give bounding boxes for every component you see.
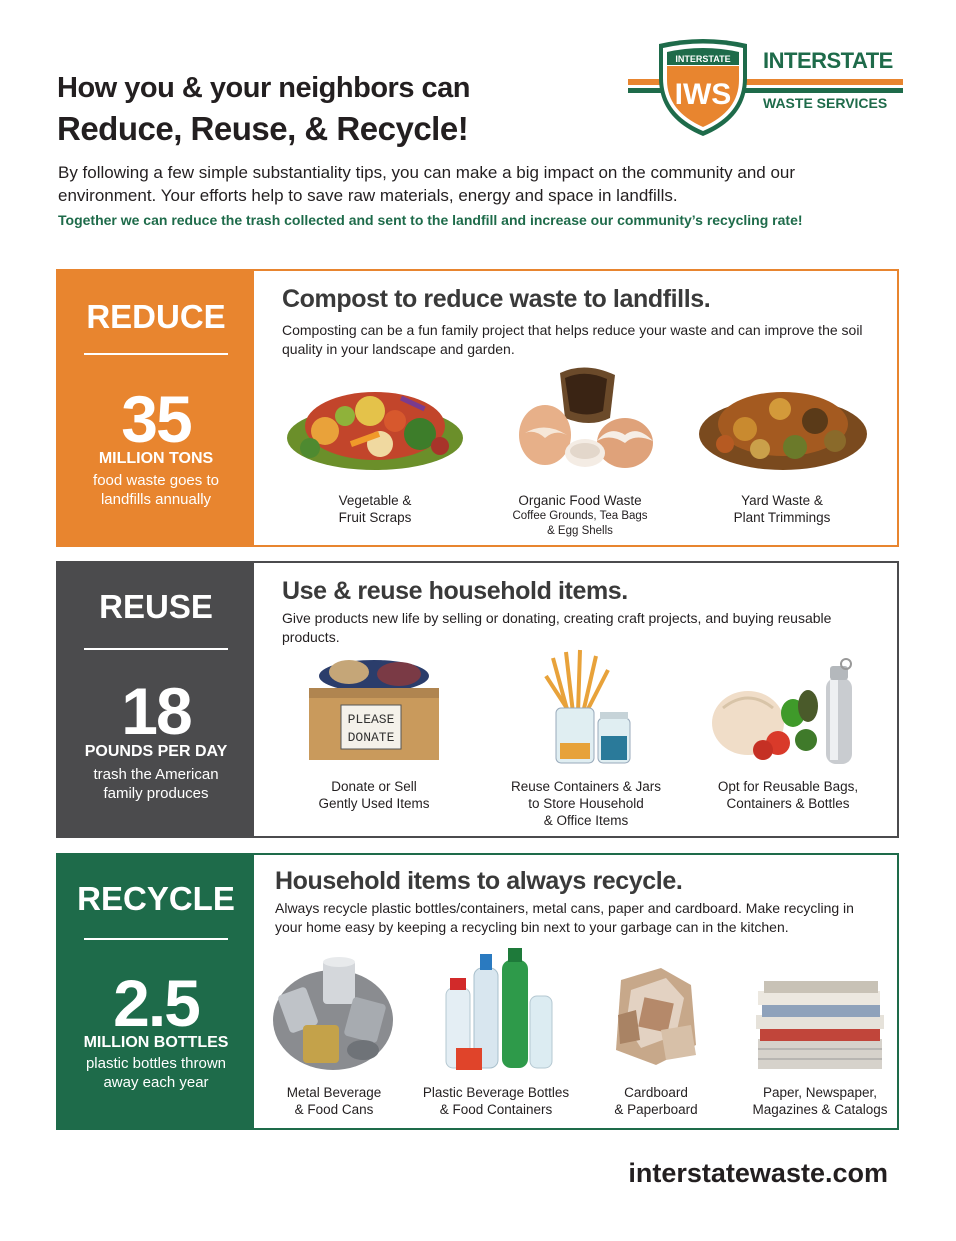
caption-detail: & Egg Shells [547, 525, 613, 537]
cardboard-image [606, 960, 706, 1075]
recycle-label: RECYCLE [77, 880, 235, 917]
recycle-heading: Household items to always recycle. [275, 867, 683, 895]
reuse-body: Give products new life by selling or donating, creating craft projects, and buying reusable products. [282, 610, 832, 645]
caption-line: Magazines & Catalogs [752, 1102, 888, 1117]
caption-line: Cardboard [624, 1085, 688, 1100]
reuse-panel [56, 561, 899, 838]
box-text-1: PLEASE [347, 712, 395, 727]
caption-line: Donate or Sell [331, 779, 417, 794]
shield-icon [653, 38, 753, 138]
divider [84, 353, 228, 355]
divider [84, 648, 228, 650]
reuse-stat-unit: POUNDS PER DAY [84, 743, 228, 760]
recycle-stat-desc-2: away each year [103, 1074, 209, 1091]
reduce-caption-1 [290, 492, 460, 526]
reduce-stat-unit: MILLION TONS [98, 450, 214, 467]
reduce-stat-desc-1: food waste goes to [93, 472, 219, 489]
recycle-caption-4 [740, 1084, 900, 1118]
recycle-panel [56, 853, 899, 1130]
reuse-stat-desc-2: family produces [103, 785, 209, 802]
recycle-stat: 2.5 [113, 966, 199, 1040]
reduce-caption-3 [702, 492, 862, 526]
reduce-stat: 35 [121, 382, 191, 456]
caption-line: Reuse Containers & Jars [510, 779, 662, 794]
recycle-stat-unit: MILLION BOTTLES [83, 1034, 229, 1051]
shield-mark-text: IWS [674, 78, 732, 111]
page-title-line1: How you & your neighbors can [57, 72, 470, 104]
recycle-caption-3 [596, 1084, 716, 1118]
caption-line: Containers & Bottles [726, 796, 850, 811]
shield-top-text: INTERSTATE [675, 54, 731, 64]
reuse-caption-2 [496, 778, 676, 829]
reuse-heading: Use & reuse household items. [282, 577, 628, 605]
metal-cans-image [268, 950, 398, 1075]
tagline: Together we can reduce the trash collected and sent to the landfill and increase our community’s recycling rate! [58, 212, 803, 228]
recycle-caption-2 [416, 1084, 576, 1118]
recycle-caption-1 [264, 1084, 404, 1118]
reduce-heading: Compost to reduce waste to landfills. [282, 285, 711, 313]
caption-line: & Food Cans [294, 1102, 374, 1117]
reuse-sidebar [58, 563, 254, 836]
caption-line: & Paperboard [614, 1102, 698, 1117]
donation-box-image [304, 658, 444, 763]
pencil-jars-image [538, 648, 638, 768]
caption-line: Paper, Newspaper, [762, 1085, 878, 1100]
caption-line: to Store Household [528, 796, 644, 811]
reusable-bags-image [708, 658, 868, 768]
recycle-stat-desc-1: plastic bottles thrown [85, 1055, 227, 1072]
reuse-stat-desc-1: trash the American [93, 766, 219, 783]
vegetable-scraps-image [280, 376, 470, 476]
caption-detail: Coffee Grounds, Tea Bags [512, 510, 648, 522]
reuse-caption-1 [294, 778, 454, 812]
recycle-body: Always recycle plastic bottles/containers, metal cans, paper and cardboard. Make recycling in your home easy by keeping a recycling bin next to your garbage can in the kitchen. [275, 900, 854, 935]
reduce-body: Composting can be a fun family project that helps reduce your waste and can improve the soil quality in your landscape and garden. [282, 322, 863, 357]
reduce-sidebar [58, 271, 254, 545]
caption-line: Metal Beverage [286, 1085, 382, 1100]
caption-line: Plant Trimmings [733, 510, 831, 525]
reuse-stat: 18 [121, 674, 191, 748]
caption-line: & Food Containers [439, 1102, 553, 1117]
recycle-sidebar [58, 855, 254, 1128]
newspaper-stack-image [750, 979, 890, 1074]
plastic-bottles-image [436, 948, 556, 1078]
logo-name-line1: INTERSTATE [763, 48, 893, 73]
divider [84, 938, 228, 940]
reduce-caption-2 [490, 492, 670, 539]
caption-line: Opt for Reusable Bags, [717, 779, 859, 794]
page-title-line2: Reduce, Reuse, & Recycle! [57, 110, 469, 147]
reuse-caption-3 [708, 778, 868, 812]
reduce-stat-desc-2: landfills annually [100, 491, 212, 508]
reduce-label: REDUCE [86, 298, 226, 335]
leaf-pile-image [695, 379, 870, 474]
caption-line: Organic Food Waste [518, 493, 642, 508]
caption-line: Gently Used Items [318, 796, 430, 811]
website-link[interactable]: interstatewaste.com [628, 1158, 888, 1188]
company-logo [628, 38, 903, 138]
caption-line: Fruit Scraps [338, 510, 412, 525]
logo-name-line2: WASTE SERVICES [763, 95, 888, 111]
caption-line: Vegetable & [338, 493, 412, 508]
reduce-panel [56, 269, 899, 547]
eggshells-image [515, 363, 655, 473]
caption-line: & Office Items [543, 813, 629, 828]
caption-line: Plastic Beverage Bottles [422, 1085, 570, 1100]
intro-text: By following a few simple substantiality tips, you can make a big impact on the community and our environment. Your efforts help to save raw materials, energy and space in landfills. [58, 163, 796, 205]
caption-line: Yard Waste & [741, 493, 823, 508]
box-text-2: DONATE [347, 730, 395, 745]
reuse-label: REUSE [99, 588, 213, 625]
